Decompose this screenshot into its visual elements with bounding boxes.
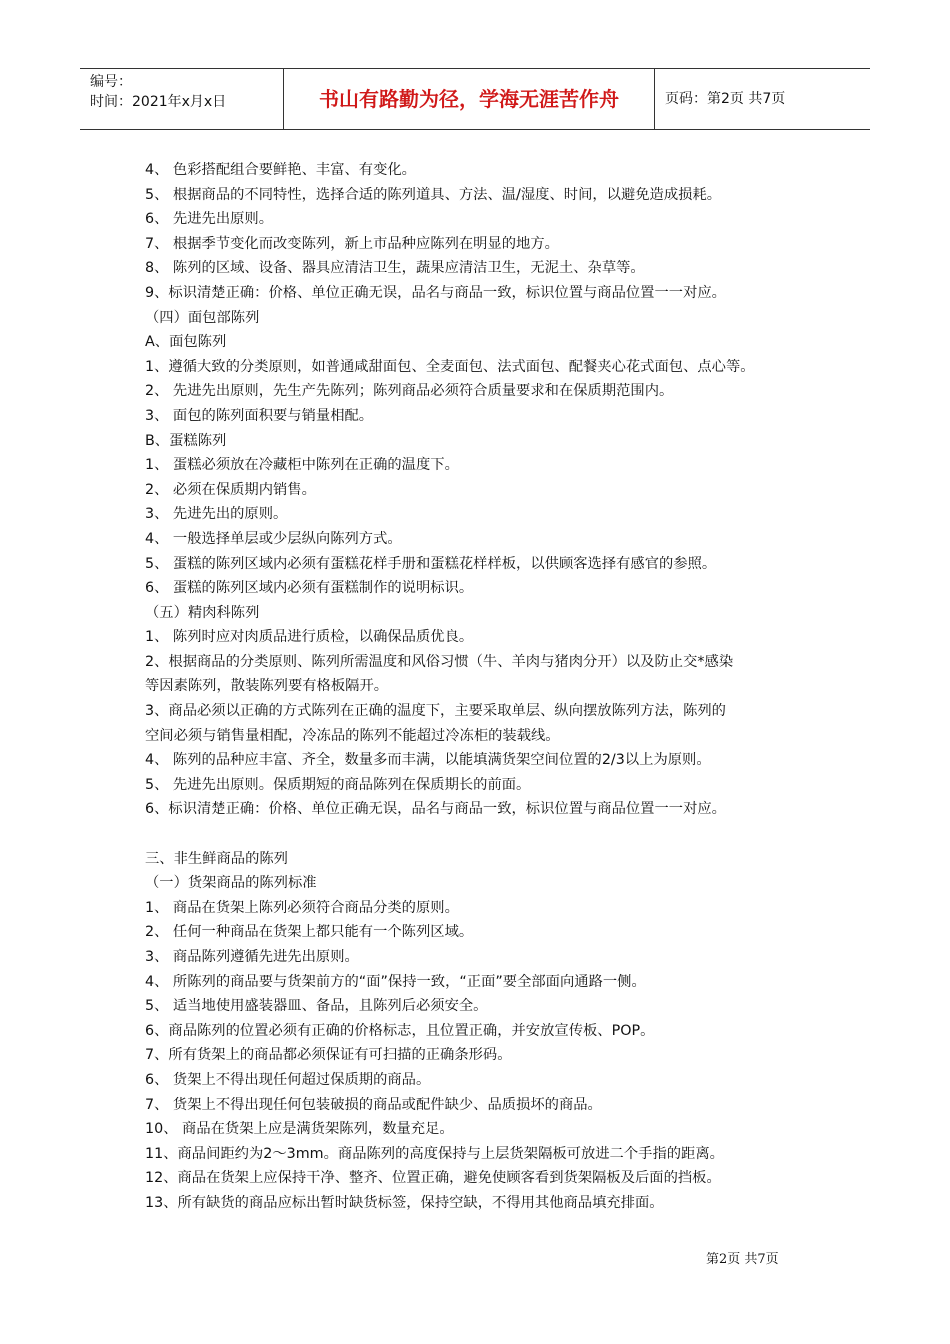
text-line: B、蛋糕陈列 (145, 432, 227, 449)
text-line: 6、标识清楚正确：价格、单位正确无误，品名与商品一致，标识位置与商品位置一一对应。 (145, 801, 726, 818)
text-line: 3、 商品陈列遵循先进先出原则。 (145, 949, 359, 965)
text-line: 6、 货架上不得出现任何超过保质期的商品。 (145, 1071, 431, 1088)
text-line: 5、 蛋糕的陈列区域内必须有蛋糕花样手册和蛋糕花样样板，以供顾客选择有感官的参照。 (145, 555, 717, 572)
text-line: 3、 面包的陈列面积要与销量相配。 (145, 407, 374, 424)
text-line: 2、 先进先出原则，先生产先陈列；陈列商品必须符合质量要求和在保质期范围内。 (145, 383, 674, 400)
text-line: 11、商品间距约为2～3mm。商品陈列的高度保持与上层货架隔板可放进二个手指的距离。 (145, 1145, 724, 1162)
text-line: 5、 根据商品的不同特性，选择合适的陈列道具、方法、温/湿度、时间，以避免造成损耗。 (145, 186, 722, 203)
text-line: 8、 陈列的区域、设备、器具应清洁卫生，蔬果应清洁卫生，无泥土、杂草等。 (145, 260, 645, 277)
text-line: 1、 蛋糕必须放在冷藏柜中陈列在正确的温度下。 (145, 457, 459, 474)
text-line: 5、 先进先出原则。保质期短的商品陈列在保质期长的前面。 (145, 776, 531, 793)
text-line: 3、 先进先出的原则。 (145, 506, 288, 523)
text-line: 2、根据商品的分类原则、陈列所需温度和风俗习惯（牛、羊肉与猪肉分开）以及防止交*感染 (145, 653, 734, 670)
header-motto: 书山有路勤为径，学海无涯苦作舟 (283, 69, 655, 129)
text-line: 7、所有货架上的商品都必须保证有可扫描的正确条形码。 (145, 1047, 512, 1064)
text-line: 5、 适当地使用盛装器皿、备品，且陈列后必须安全。 (145, 998, 488, 1015)
text-line: 三、非生鲜商品的陈列 (145, 850, 288, 867)
text-line: A、面包陈列 (145, 334, 227, 351)
page-footer: 第2页 共7页 (706, 1252, 779, 1267)
document-number-label: 编号： (90, 74, 132, 90)
text-line: （四）面包部陈列 (145, 309, 260, 326)
text-line: 6、 蛋糕的陈列区域内必须有蛋糕制作的说明标识。 (145, 580, 474, 597)
text-line: 4、 一般选择单层或少层纵向陈列方式。 (145, 530, 402, 547)
text-line: 6、商品陈列的位置必须有正确的价格标志，且位置正确，并安放宣传板、POP。 (145, 1022, 655, 1039)
text-line: 空间必须与销售量相配，冷冻品的陈列不能超过冷冻柜的装载线。 (145, 727, 560, 744)
document-body (145, 158, 825, 1216)
text-line: 6、 先进先出原则。 (145, 211, 274, 228)
page-header (80, 68, 870, 130)
text-line: （五）精肉科陈列 (145, 604, 260, 621)
text-line: 4、 陈列的品种应丰富、齐全，数量多而丰满，以能填满货架空间位置的2/3以上为原则。 (145, 752, 711, 769)
text-line: 2、 必须在保质期内销售。 (145, 481, 316, 498)
document-date: 时间：2021年x月x日 (90, 94, 227, 110)
text-line: 12、商品在货架上应保持干净、整齐、位置正确，避免使顾客看到货架隔板及后面的挡板。 (145, 1170, 721, 1187)
text-line: 1、 陈列时应对肉质品进行质检，以确保品质优良。 (145, 629, 474, 646)
text-line: 7、 根据季节变化而改变陈列，新上市品种应陈列在明显的地方。 (145, 235, 559, 252)
header-page-number: 页码：第2页 共7页 (665, 91, 786, 107)
text-line: 9、标识清楚正确：价格、单位正确无误，品名与商品一致，标识位置与商品位置一一对应。 (145, 284, 726, 301)
text-line: （一）货架商品的陈列标准 (145, 875, 317, 892)
text-line: 2、 任何一种商品在货架上都只能有一个陈列区域。 (145, 924, 474, 941)
text-line: 10、 商品在货架上应是满货架陈列，数量充足。 (145, 1121, 454, 1138)
text-line: 1、 商品在货架上陈列必须符合商品分类的原则。 (145, 899, 459, 916)
text-line: 13、所有缺货的商品应标出暂时缺货标签，保持空缺，不得用其他商品填充排面。 (145, 1194, 664, 1211)
text-line: 4、 色彩搭配组合要鲜艳、丰富、有变化。 (145, 162, 416, 178)
text-line: 3、商品必须以正确的方式陈列在正确的温度下，主要采取单层、纵向摆放陈列方法，陈列的 (145, 703, 726, 720)
header-meta (80, 69, 283, 129)
text-line: 4、 所陈列的商品要与货架前方的“面”保持一致，“正面”要全部面向通路一侧。 (145, 973, 646, 990)
text-line: 7、 货架上不得出现任何包装破损的商品或配件缺少、品质损坏的商品。 (145, 1096, 602, 1113)
blank-line (145, 822, 825, 847)
text-line: 等因素陈列，散装陈列要有格板隔开。 (145, 678, 389, 695)
text-line: 1、遵循大致的分类原则，如普通咸甜面包、全麦面包、法式面包、配餐夹心花式面包、点心等。 (145, 358, 755, 375)
